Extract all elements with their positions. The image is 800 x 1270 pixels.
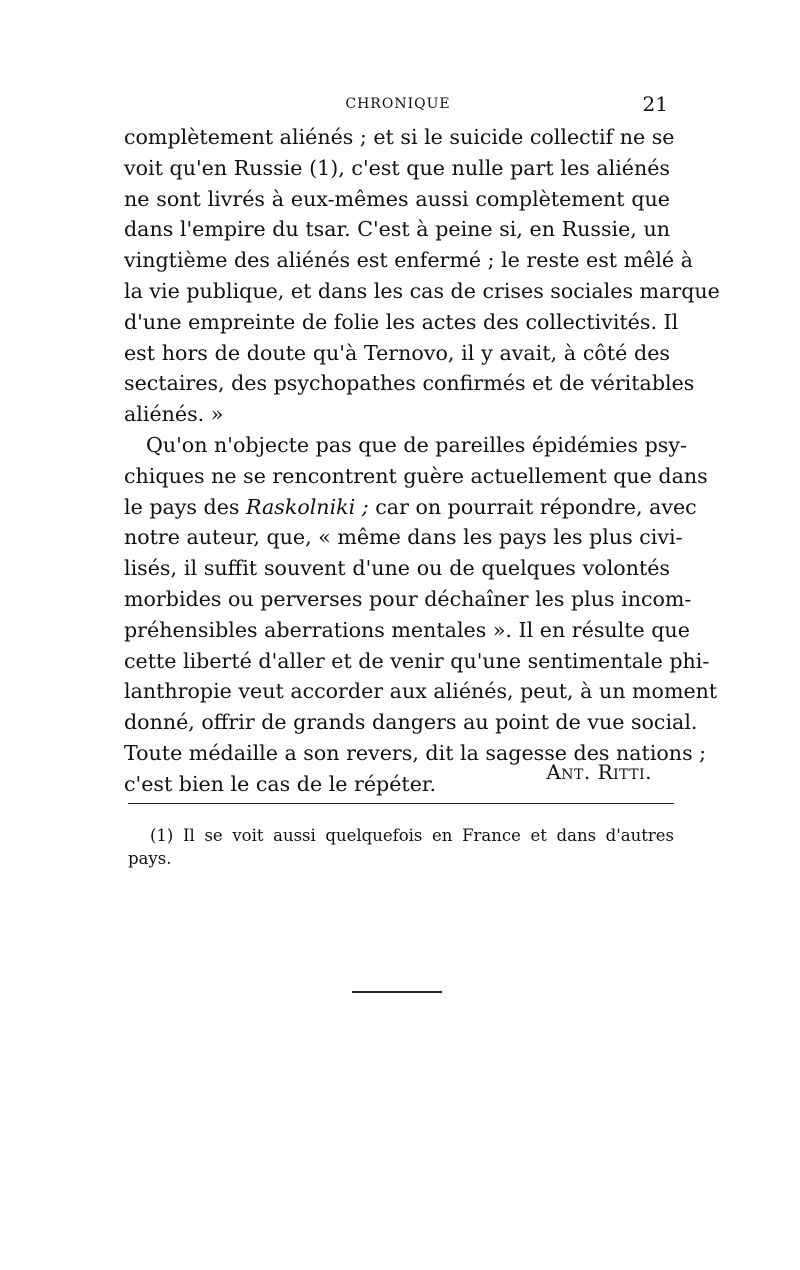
footnote (128, 824, 674, 870)
text-line: Toute médaille a son revers, dit la sagesse des nations ; (124, 740, 707, 765)
footnote-line: (1) Il se voit aussi quelquefois en France et dans d'autres (150, 826, 674, 845)
text-line: dans l'empire du tsar. C'est à peine si, en Russie, un (124, 217, 670, 242)
text-fragment: car on pourrait répondre, avec (368, 494, 697, 519)
text-line: c'est bien le cas de le répéter. (124, 771, 437, 796)
text-line: complètement aliénés ; et si le suicide collectif ne se (124, 125, 675, 149)
author-signature: Ant. Ritti. (546, 760, 652, 784)
body-text (124, 122, 720, 800)
text-line-with-italic (124, 492, 697, 523)
text-line: voit qu'en Russie (1), c'est que nulle part les aliénés (124, 155, 670, 180)
text-fragment: le pays des (124, 494, 247, 519)
text-line: donné, offrir de grands dangers au point de vue social. (124, 710, 698, 735)
footnote-line: pays. (128, 849, 172, 868)
text-line: chiques ne se rencontrent guère actuellement que dans (124, 463, 708, 488)
text-line: sectaires, des psychopathes confirmés et de véritables (124, 371, 695, 396)
running-title: CHRONIQUE (345, 96, 451, 112)
text-line: lanthropie veut accorder aux aliénés, peut, à un moment (124, 679, 718, 704)
text-line: la vie publique, et dans les cas de crises sociales marque (124, 278, 720, 303)
running-header (128, 92, 668, 120)
text-line: lisés, il suffit souvent d'une ou de quelques volontés (124, 556, 670, 581)
page-number: 21 (642, 92, 668, 116)
text-line: cette liberté d'aller et de venir qu'une sentimentale phi- (124, 648, 710, 673)
text-line: morbides ou perverses pour déchaîner les plus incom- (124, 586, 692, 611)
footnote-divider (128, 803, 674, 804)
paragraph-start-line: Qu'on n'objecte pas que de pareilles épidémies psy- (146, 432, 687, 457)
text-line: d'une empreinte de folie les actes des collectivités. Il (124, 309, 679, 334)
end-of-section-rule (352, 991, 442, 993)
italic-term: Raskolniki ; (246, 494, 369, 519)
text-line: vingtième des aliénés est enfermé ; le reste est mêlé à (124, 248, 693, 273)
text-line: est hors de doute qu'à Ternovo, il y avait, à côté des (124, 340, 670, 365)
text-line: aliénés. » (124, 402, 224, 427)
text-line: préhensibles aberrations mentales ». Il en résulte que (124, 617, 690, 642)
text-line: notre auteur, que, « même dans les pays les plus civi- (124, 525, 683, 550)
text-line: ne sont livrés à eux-mêmes aussi complètement que (124, 186, 670, 211)
